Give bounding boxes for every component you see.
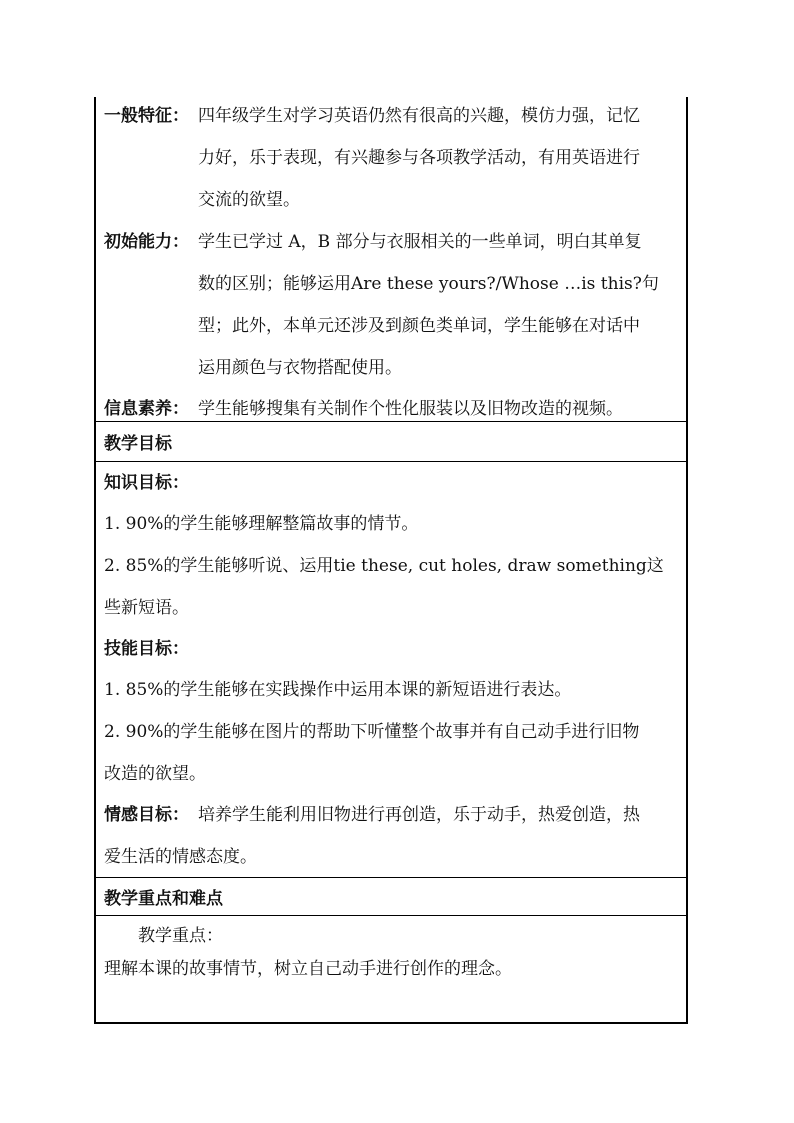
key-points-body bbox=[96, 916, 686, 1022]
general-features-line-1: 四年级学生对学习英语仍然有很高的兴趣，模仿力强，记忆 bbox=[198, 106, 640, 126]
skill-objectives-heading: 技能目标： bbox=[104, 639, 189, 659]
key-points-subheading: 教学重点： bbox=[138, 926, 223, 946]
key-points-title-row bbox=[96, 878, 686, 916]
initial-ability-line-1: 学生已学过 A，B 部分与衣服相关的一些单词，明白其单复 bbox=[198, 232, 642, 252]
initial-ability-line-3: 型；此外，本单元还涉及到颜色类单词，学生能够在对话中 bbox=[198, 316, 640, 336]
general-features-line-2: 力好，乐于表现，有兴趣参与各项教学活动，有用英语进行 bbox=[198, 148, 640, 168]
objectives-title-row bbox=[96, 422, 686, 462]
emotion-objectives-line-2: 爱生活的情感态度。 bbox=[104, 847, 257, 867]
general-features-line-3: 交流的欲望。 bbox=[198, 190, 300, 210]
skill-objective-1: 1. 85%的学生能够在实践操作中运用本课的新短语进行表达。 bbox=[104, 680, 572, 700]
skill-objective-2-line-1: 2. 90%的学生能够在图片的帮助下听懂整个故事并有自己动手进行旧物 bbox=[104, 722, 640, 742]
knowledge-objective-1: 1. 90%的学生能够理解整篇故事的情节。 bbox=[104, 514, 419, 534]
key-points-title: 教学重点和难点 bbox=[104, 889, 223, 909]
info-literacy-text: 学生能够搜集有关制作个性化服装以及旧物改造的视频。 bbox=[198, 399, 623, 419]
initial-ability-line-2: 数的区别；能够运用Are these yours?/Whose …is this?句 bbox=[198, 274, 659, 294]
learner-analysis-section bbox=[96, 97, 686, 422]
initial-ability-line-4: 运用颜色与衣物搭配使用。 bbox=[198, 358, 402, 378]
skill-objective-2-line-2: 改造的欲望。 bbox=[104, 764, 206, 784]
objectives-title: 教学目标 bbox=[104, 434, 172, 454]
initial-ability-label: 初始能力： bbox=[104, 232, 189, 252]
general-features-label: 一般特征： bbox=[104, 106, 189, 126]
objectives-body bbox=[96, 462, 686, 878]
emotion-objectives-line-1: 培养学生能利用旧物进行再创造，乐于动手，热爱创造，热 bbox=[198, 805, 640, 825]
info-literacy-label: 信息素养： bbox=[104, 399, 189, 419]
emotion-objectives-label: 情感目标： bbox=[104, 805, 189, 825]
knowledge-objective-2-line-1: 2. 85%的学生能够听说、运用tie these, cut holes, draw something这 bbox=[104, 556, 664, 576]
key-points-text: 理解本课的故事情节，树立自己动手进行创作的理念。 bbox=[104, 959, 512, 979]
knowledge-objective-2-line-2: 些新短语。 bbox=[104, 598, 189, 618]
lesson-plan-table bbox=[94, 97, 688, 1024]
knowledge-objectives-heading: 知识目标： bbox=[104, 473, 189, 493]
